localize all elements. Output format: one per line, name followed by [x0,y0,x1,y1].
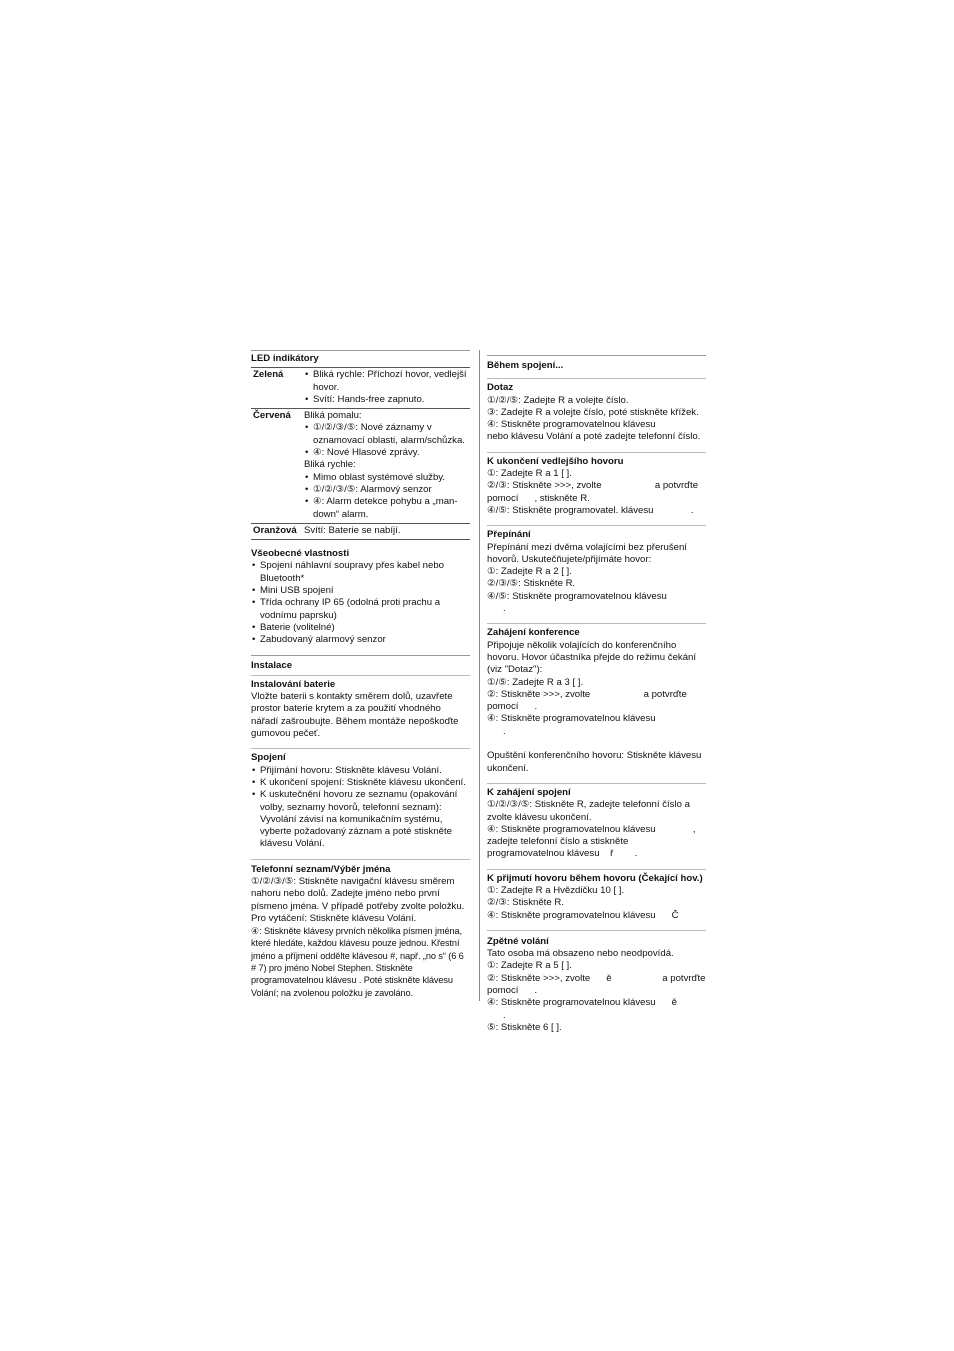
section-line: ②/③: Stiskněte >>>, zvolte a potvrďte pomocí , stiskněte R. [487,480,701,504]
led-line: • Bliká rychle: Příchozí hovor, vedlejší hovor. [304,369,470,394]
led-line: • ④: Nové Hlasové zprávy. [304,447,470,459]
led-row-green [251,368,470,409]
led-desc [304,368,470,409]
connection-item: • K ukončení spojení: Stiskněte klávesu ukončení. [251,777,470,789]
section-title: Přepínání [487,529,531,541]
section-line: ②: Stiskněte >>>, zvolte ě a potvrďte pomocí . [487,972,709,997]
phonebook-section [251,859,470,999]
led-title: LED indikátory [251,353,319,364]
connection-section [251,748,470,850]
end-second-call-section [487,452,706,517]
section-title: Zahájení konference [487,627,580,639]
led-section [251,350,470,540]
section-title: Zpětné volání [487,935,549,947]
general-item: • Třída ochrany IP 65 (odolná proti prachu a vodnímu paprsku) [251,597,470,622]
section-title: K přijmutí hovoru během hovoru (Čekající hov.) [487,872,703,884]
connection-item: • K uskutečnění hovoru ze seznamu (opakování volby, seznamy hovorů, telefonní seznam): Vyvolání závisí na komunikačním systému, vyberte požadovaný záznam a poté stiskněte klávesu Volání. [251,789,470,850]
led-line: • ①/②/③/⑤: Nové záznamy v oznamovací oblasti, alarm/schůzka. [304,422,470,447]
connection-title: Spojení [251,752,286,764]
section-line [487,738,706,750]
phonebook-text: ①/②/③/⑤: Stiskněte navigační klávesu směrem nahoru nebo dolů. Zadejte jméno nebo první písmeno jména. V případě potřeby zvolte položku. Pro vytáčení: Stiskněte klávesu Volání. [251,875,465,924]
battery-section [251,675,470,740]
led-label: Oranžová [251,523,304,539]
section-line: nebo klávesu Volání a poté zadejte telefonní číslo. [487,431,701,443]
section-line: ②/③: Stiskněte R. [487,897,564,909]
right-column [487,355,709,1042]
led-row-orange [251,523,470,539]
phonebook-text: ④: Stiskněte klávesy prvních několika písmen jména, které hledáte, každou klávesu pouze jednou. Křestní jméno a příjmení oddělte klávesou #, např. „no s“ (6 6 # 7) pro jméno Nobel Stephen. Stiskněte programovatelnou klávesu . Poté stiskněte klávesu Volání; na zvolenou položku je zavoláno. [251,926,464,998]
general-title: Všeobecné vlastnosti [251,548,350,560]
led-desc [304,409,470,524]
install-title: Instalace [251,659,293,671]
connection-item: • Přijímání hovoru: Stiskněte klávesu Volání. [251,765,470,777]
general-item: • Baterie (volitelné) [251,622,470,634]
general-item: • Spojení náhlavní soupravy přes kabel nebo Bluetooth* [251,560,470,585]
general-section [251,548,470,646]
battery-text: Vložte baterii s kontakty směrem dolů, uzavřete prostor baterie krytem a za použití vhodného nářadí zašroubujte. Během montáže nepoškoďte gumovou pečeť. [251,691,459,740]
general-item: • Zabudovaný alarmový senzor [251,634,470,646]
section-line: ①/⑤: Zadejte R a 3 [ ]. [487,676,584,688]
callback-section [487,930,709,1034]
section-line: ②/③/⑤: Stiskněte R. [487,578,576,590]
led-line: Bliká pomalu: [304,410,362,422]
section-title: K zahájení spojení [487,786,571,798]
section-line: ①: Zadejte R a 2 [ ]. [487,566,572,578]
conference-section [487,623,706,775]
section-line: ②: Stiskněte >>>, zvolte a potvrďte pomocí . [487,688,690,713]
led-line: • ①/②/③/⑤: Alarmový senzor [304,484,470,496]
column-divider [479,350,480,1001]
led-line: • ④: Alarm detekce pohybu a „man-down“ alarm. [304,496,470,521]
left-column [251,350,470,1007]
phonebook-title: Telefonní seznam/Výběr jména [251,863,391,875]
section-line: Opuštění konferenčního hovoru: Stiskněte klávesu ukončení. [487,750,702,774]
start-connection-section [487,783,706,861]
during-section [487,355,706,372]
section-line: ①: Zadejte R a 1 [ ]. [487,468,572,480]
section-line: ③: Zadejte R a volejte číslo, poté stiskněte křížek. [487,406,699,418]
section-line: ①/②/⑤: Zadejte R a volejte číslo. [487,394,629,406]
section-line: ①: Zadejte R a 5 [ ]. [487,960,572,972]
section-line: ①/②/③/⑤: Stiskněte R, zadejte telefonní číslo a zvolte klávesu ukončení. [487,799,690,823]
section-line: ④/⑤: Stiskněte programovatelnou klávesu [487,590,667,602]
section-line: ④: Stiskněte programovatelnou klávesu Č [487,909,679,921]
section-line: . [487,1009,506,1021]
section-line: ④: Stiskněte programovatelnou klávesu [487,419,656,431]
led-table [251,367,470,540]
section-line: ④/⑤: Stiskněte programovatel. klávesu . [487,504,694,516]
led-label: Červená [251,409,304,524]
led-line: Svítí: Baterie se nabíjí. [304,524,401,536]
section-line: . [487,603,506,615]
section-line: ④: Stiskněte programovatelnou klávesu ě [487,997,677,1009]
led-line: • Mimo oblast systémové služby. [304,472,470,484]
install-section [251,655,470,672]
toggle-section [487,525,706,615]
section-line: Přepínání mezi dvěma volajícími bez přerušení hovorů. Uskutečňujete/přijímáte hovor: [487,541,687,565]
section-line: . [487,725,506,737]
led-row-red [251,409,470,524]
section-title: Dotaz [487,382,514,394]
section-line: Připojuje několik volajících do konferenčního hovoru. Hovor účastníka přejde do režimu čekání (viz "Dotaz"): [487,639,697,676]
call-waiting-section [487,869,706,922]
general-item: • Mini USB spojení [251,585,470,597]
query-section [487,378,706,443]
section-line: ④: Stiskněte programovatelnou klávesu , zadejte telefonní číslo a stiskněte programovatelnou klávesu ř . [487,823,699,860]
section-line: ①: Zadejte R a Hvězdičku 10 [ ]. [487,884,625,896]
section-title: K ukončení vedlejšího hovoru [487,455,624,467]
during-title: Během spojení... [487,360,564,371]
led-line: • Svítí: Hands-free zapnuto. [304,394,470,406]
led-line: Bliká rychle: [304,459,356,471]
section-line: ④: Stiskněte programovatelnou klávesu [487,713,656,725]
battery-title: Instalování baterie [251,678,336,690]
led-label: Zelená [251,368,304,409]
led-desc [304,523,470,539]
section-line: Tato osoba má obsazeno nebo neodpovídá. [487,948,674,960]
section-line: ⑤: Stiskněte 6 [ ]. [487,1021,562,1033]
